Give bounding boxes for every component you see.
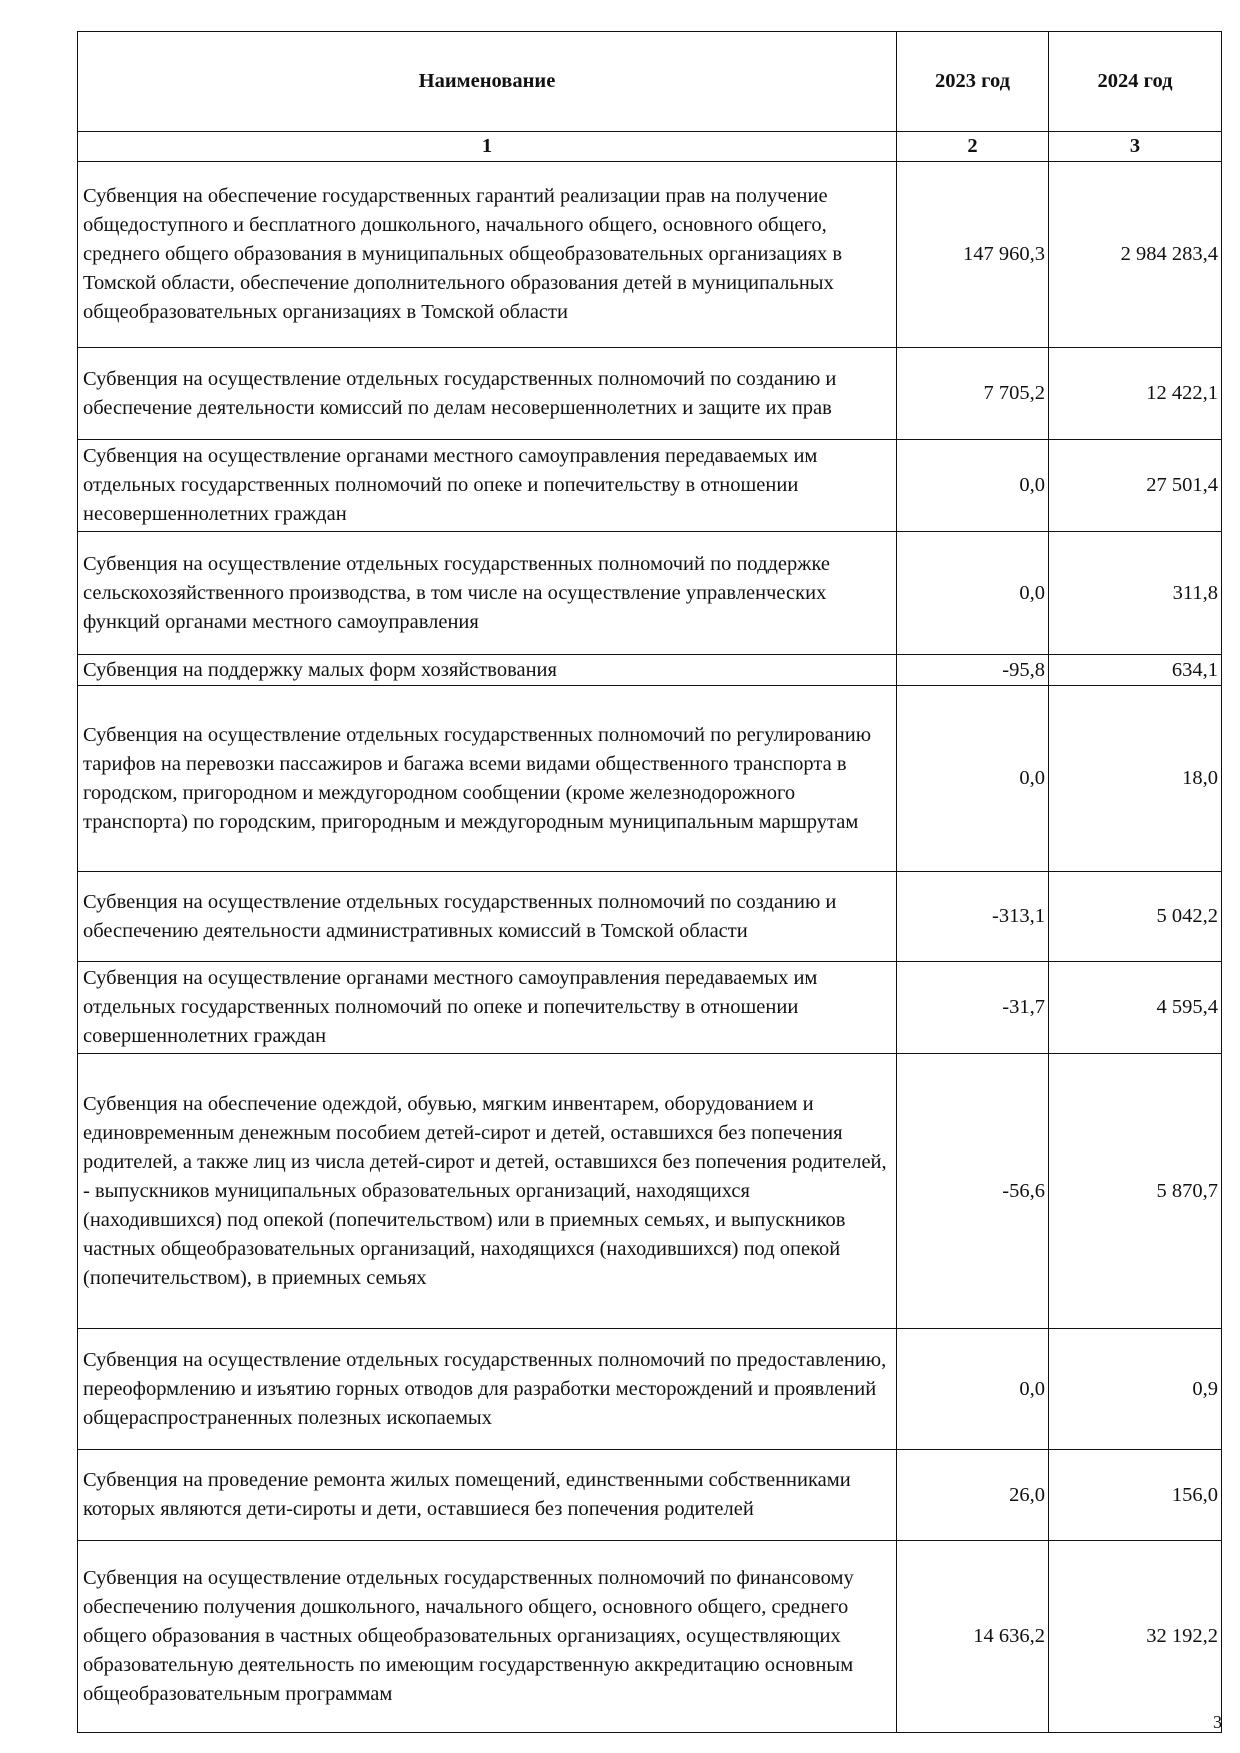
- value-2024: 2 984 283,4: [1049, 162, 1222, 348]
- value-2024: 311,8: [1049, 532, 1222, 655]
- value-2024: 0,9: [1049, 1329, 1222, 1450]
- row-name: Субвенция на обеспечение одеждой, обувью, мягким инвентарем, оборудованием и единовременным денежным пособием детей-сирот и детей, оставшихся без попечения родителей, а также лиц из числа детей-сирот и детей, оставшихся без попечения родителей, - выпускников муниципальных образовательных организаций, находящихся (находившихся) под опекой (попечительством) или в приемных семьях, и выпускников частных общеобразовательных организаций, находящихся (находившихся) под опекой (попечительством), в приемных семьях: [78, 1054, 897, 1329]
- value-2023: -31,7: [897, 962, 1049, 1054]
- row-name: Субвенция на осуществление отдельных государственных полномочий по регулированию тарифов на перевозки пассажиров и багажа всеми видами общественного транспорта в городском, пригородном и междугородном сообщении (кроме железнодорожного транспорта) по городским, пригородным и междугородным муниципальным маршрутам: [78, 686, 897, 872]
- column-number-row: [78, 132, 1222, 162]
- value-2024: 12 422,1: [1049, 348, 1222, 440]
- value-2023: -95,8: [897, 655, 1049, 686]
- value-2023: 0,0: [897, 532, 1049, 655]
- row-name: Субвенция на осуществление органами местного самоуправления передаваемых им отдельных государственных полномочий по опеке и попечительству в отношении несовершеннолетних граждан: [78, 440, 897, 532]
- column-number: 2: [897, 132, 1049, 162]
- table-row: [78, 686, 1222, 872]
- table-row: [78, 162, 1222, 348]
- table-row: [78, 1450, 1222, 1541]
- value-2023: 0,0: [897, 440, 1049, 532]
- page-number: 3: [1213, 1712, 1222, 1732]
- row-name: Субвенция на проведение ремонта жилых помещений, единственными собственниками которых являются дети-сироты и дети, оставшиеся без попечения родителей: [78, 1450, 897, 1541]
- row-name: Субвенция на осуществление отдельных государственных полномочий по финансовому обеспечению получения дошкольного, начального общего, основного общего, среднего общего образования в частных общеобразовательных организациях, осуществляющих образовательную деятельность по имеющим государственную аккредитацию основным общеобразовательным программам: [78, 1541, 897, 1733]
- value-2023: 0,0: [897, 1329, 1049, 1450]
- value-2023: 26,0: [897, 1450, 1049, 1541]
- value-2023: 14 636,2: [897, 1541, 1049, 1733]
- header-2023: 2023 год: [897, 32, 1049, 132]
- header-2024: 2024 год: [1049, 32, 1222, 132]
- value-2023: 7 705,2: [897, 348, 1049, 440]
- row-name: Субвенция на осуществление отдельных государственных полномочий по предоставлению, переоформлению и изъятию горных отводов для разработки месторождений и проявлений общераспространенных полезных ископаемых: [78, 1329, 897, 1450]
- header-row: [78, 32, 1222, 132]
- value-2023: 147 960,3: [897, 162, 1049, 348]
- table-row: [78, 348, 1222, 440]
- value-2024: 5 870,7: [1049, 1054, 1222, 1329]
- subventions-table: [77, 31, 1222, 1733]
- value-2023: -313,1: [897, 872, 1049, 962]
- value-2024: 32 192,2: [1049, 1541, 1222, 1733]
- value-2024: 27 501,4: [1049, 440, 1222, 532]
- value-2023: -56,6: [897, 1054, 1049, 1329]
- value-2024: 156,0: [1049, 1450, 1222, 1541]
- value-2024: 634,1: [1049, 655, 1222, 686]
- value-2023: 0,0: [897, 686, 1049, 872]
- row-name: Субвенция на поддержку малых форм хозяйствования: [78, 655, 897, 686]
- table-row: [78, 1329, 1222, 1450]
- table-row: [78, 532, 1222, 655]
- table-row: [78, 440, 1222, 532]
- value-2024: 18,0: [1049, 686, 1222, 872]
- row-name: Субвенция на осуществление отдельных государственных полномочий по созданию и обеспечению деятельности административных комиссий в Томской области: [78, 872, 897, 962]
- header-name: Наименование: [78, 32, 897, 132]
- row-name: Субвенция на обеспечение государственных гарантий реализации прав на получение общедоступного и бесплатного дошкольного, начального общего, основного общего, среднего общего образования в муниципальных общеобразовательных организациях в Томской области, обеспечение дополнительного образования детей в муниципальных общеобразовательных организациях в Томской области: [78, 162, 897, 348]
- column-number: 1: [78, 132, 897, 162]
- value-2024: 5 042,2: [1049, 872, 1222, 962]
- row-name: Субвенция на осуществление органами местного самоуправления передаваемых им отдельных государственных полномочий по опеке и попечительству в отношении совершеннолетних граждан: [78, 962, 897, 1054]
- row-name: Субвенция на осуществление отдельных государственных полномочий по созданию и обеспечение деятельности комиссий по делам несовершеннолетних и защите их прав: [78, 348, 897, 440]
- table-row: [78, 655, 1222, 686]
- table-row: [78, 962, 1222, 1054]
- column-number: 3: [1049, 132, 1222, 162]
- value-2024: 4 595,4: [1049, 962, 1222, 1054]
- table-row: [78, 1541, 1222, 1733]
- table-row: [78, 1054, 1222, 1329]
- row-name: Субвенция на осуществление отдельных государственных полномочий по поддержке сельскохозяйственного производства, в том числе на осуществление управленческих функций органами местного самоуправления: [78, 532, 897, 655]
- table-row: [78, 872, 1222, 962]
